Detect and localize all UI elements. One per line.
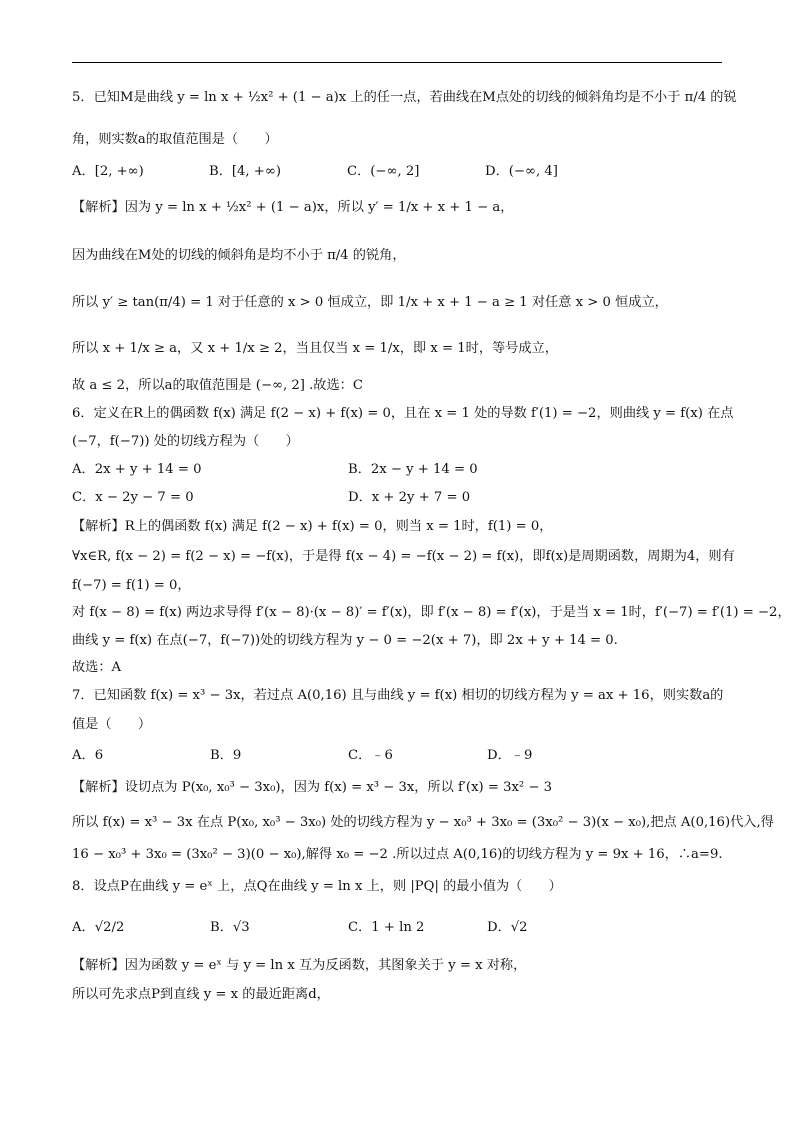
q6-stem-2: (−7，f(−7)) 处的切线方程为（ ） [72,434,299,449]
option: C．1 + ln 2 [348,920,425,935]
option: B．2x − y + 14 = 0 [348,462,478,477]
q6-ans-3: f(−7) = f(1) = 0， [72,578,191,593]
q5-ans-5: 故 a ≤ 2，所以a的取值范围是 (−∞, 2] .故选：C [72,378,363,393]
option: B．[4, +∞) [209,164,281,179]
q7-options [72,746,732,766]
option: A．[2, +∞) [72,164,144,179]
option: C．x − 2y − 7 = 0 [72,490,194,505]
q5-stem-2: 角，则实数a的取值范围是（ ） [72,132,278,147]
q6-options-1 [72,460,732,480]
q8-ans-2: 所以可先求点P到直线 y = x 的最近距离d， [72,987,330,1002]
q5-stem-1: 5．已知M是曲线 y = ln x + ½x² + (1 − a)x 上的任一点，若曲线在M点处的切线的倾斜角均是不小于 π/4 的锐 [72,90,737,105]
option: D．x + 2y + 7 = 0 [348,490,471,505]
header-rule [72,62,722,63]
q6-ans-6: 故选：A [72,660,122,675]
q8-options [72,918,732,938]
q7-ans-2: 所以 f(x) = x³ − 3x 在点 P(x₀, x₀³ − 3x₀) 处的切线方程为 y − x₀³ + 3x₀ = (3x₀² − 3)(x − x₀),把点 A(0,16)代入,得 [72,815,774,830]
q7-ans-1: 【解析】设切点为 P(x₀, x₀³ − 3x₀)，因为 f(x) = x³ − 3x，所以 f′(x) = 3x² − 3 [72,780,553,795]
option: B．√3 [210,920,250,935]
q6-stem-1: 6．定义在R上的偶函数 f(x) 满足 f(2 − x) + f(x) = 0，且在 x = 1 处的导数 f′(1) = −2，则曲线 y = f(x) 在点 [72,406,734,421]
option: A．√2/2 [72,920,125,935]
q5-ans-3: 所以 y′ ≥ tan(π/4) = 1 对于任意的 x > 0 恒成立，即 1/x + x + 1 − a ≥ 1 对任意 x > 0 恒成立， [72,295,668,310]
option: C．﹣6 [348,748,393,763]
q6-ans-4: 对 f(x − 8) = f(x) 两边求导得 f′(x − 8)·(x − 8)′ = f′(x)，即 f′(x − 8) = f′(x)，于是当 x = 1时，f′(−7) = f′(1) = −2， [72,605,791,620]
q5-ans-2: 因为曲线在M处的切线的倾斜角是均不小于 π/4 的锐角， [72,248,406,263]
q7-stem-1: 7．已知函数 f(x) = x³ − 3x，若过点 A(0,16) 且与曲线 y = f(x) 相切的切线方程为 y = ax + 16，则实数a的 [72,688,724,703]
q6-ans-2: ∀x∈R, f(x − 2) = f(2 − x) = −f(x)，于是得 f(x − 4) = −f(x − 2) = f(x)，即f(x)是周期函数，周期为4，则有 [72,549,735,564]
q6-ans-1: 【解析】R上的偶函数 f(x) 满足 f(2 − x) + f(x) = 0，则当 x = 1时，f(1) = 0， [72,519,553,534]
option: A．2x + y + 14 = 0 [72,462,202,477]
q6-ans-5: 曲线 y = f(x) 在点(−7，f(−7))处的切线方程为 y − 0 = −2(x + 7)，即 2x + y + 14 = 0. [72,633,618,648]
option: D．﹣9 [487,748,533,763]
q5-options [72,162,732,182]
q6-options-2 [72,488,732,508]
option: B．9 [210,748,242,763]
q5-ans-4: 所以 x + 1/x ≥ a，又 x + 1/x ≥ 2，当且仅当 x = 1/x，即 x = 1时，等号成立， [72,341,558,356]
q8-stem-1: 8．设点P在曲线 y = eˣ 上，点Q在曲线 y = ln x 上，则 |PQ| 的最小值为（ ） [72,879,562,894]
q5-ans-1: 【解析】因为 y = ln x + ½x² + (1 − a)x，所以 y′ = 1/x + x + 1 − a， [72,200,514,215]
q7-ans-3: 16 − x₀³ + 3x₀ = (3x₀² − 3)(0 − x₀),解得 x₀ = −2 .所以过点 A(0,16)的切线方程为 y = 9x + 16，∴a=9. [72,847,723,862]
q8-ans-1: 【解析】因为函数 y = eˣ 与 y = ln x 互为反函数，其图象关于 y = x 对称， [72,958,527,973]
option: A．6 [72,748,104,763]
option: D．√2 [487,920,528,935]
q7-stem-2: 值是（ ） [72,717,152,732]
option: D．(−∞, 4] [485,164,558,179]
option: C．(−∞, 2] [347,164,420,179]
